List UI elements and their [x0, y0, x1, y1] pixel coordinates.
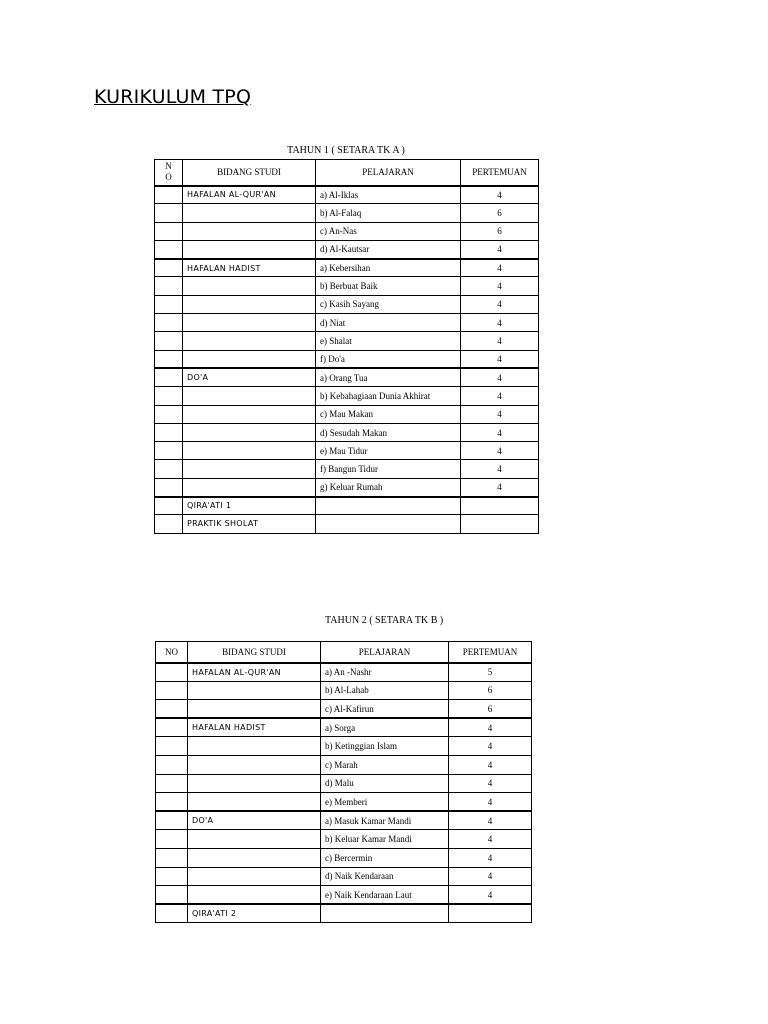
cell-pertemuan: [449, 904, 532, 923]
cell-pertemuan: 4: [449, 848, 532, 867]
cell-bidang-studi: [183, 222, 316, 240]
table-row: [155, 387, 539, 405]
cell-bidang-studi: QIRA'ATI 1: [183, 497, 316, 515]
table-row: [155, 460, 539, 478]
cell-bidang-studi: HAFALAN HADIST: [188, 718, 321, 737]
table-row: [155, 368, 539, 386]
cell-no: [156, 867, 188, 886]
cell-pelajaran: b) Al-Lahab: [321, 681, 449, 700]
year1-caption: TAHUN 1 ( SETARA TK A ): [287, 145, 405, 156]
cell-pertemuan: 4: [449, 755, 532, 774]
cell-pelajaran: e) Mau Tidur: [316, 442, 461, 460]
cell-bidang-studi: PRAKTIK SHOLAT: [183, 515, 316, 533]
cell-pelajaran: c) Kasih Sayang: [316, 295, 461, 313]
cell-pelajaran: [316, 515, 461, 533]
cell-bidang-studi: [183, 332, 316, 350]
cell-no: [156, 700, 188, 719]
cell-bidang-studi: QIRA'ATI 2: [188, 904, 321, 923]
cell-no: [155, 405, 183, 423]
cell-bidang-studi: DO'A: [183, 368, 316, 386]
table-row: [156, 700, 532, 719]
cell-bidang-studi: [188, 700, 321, 719]
cell-pelajaran: a) Orang Tua: [316, 368, 461, 386]
cell-no: [156, 830, 188, 849]
table-row: [155, 332, 539, 350]
cell-pertemuan: 4: [461, 259, 539, 277]
cell-bidang-studi: [183, 478, 316, 496]
cell-pelajaran: c) An-Nas: [316, 222, 461, 240]
column-header-pelajaran: PELAJARAN: [316, 160, 461, 186]
cell-pertemuan: [461, 515, 539, 533]
cell-pelajaran: b) Berbuat Baik: [316, 277, 461, 295]
table-row: [156, 681, 532, 700]
cell-no: [155, 332, 183, 350]
cell-bidang-studi: HAFALAN HADIST: [183, 259, 316, 277]
cell-no: [156, 793, 188, 812]
cell-bidang-studi: DO'A: [188, 811, 321, 830]
cell-bidang-studi: [183, 405, 316, 423]
cell-pertemuan: 6: [449, 700, 532, 719]
cell-pelajaran: d) Naik Kendaraan: [321, 867, 449, 886]
cell-pertemuan: 4: [461, 460, 539, 478]
cell-pertemuan: 4: [449, 886, 532, 905]
cell-no: [156, 886, 188, 905]
cell-pertemuan: 4: [461, 387, 539, 405]
table-row: [156, 718, 532, 737]
table-row: [155, 259, 539, 277]
column-header-bidang-studi: BIDANG STUDI: [183, 160, 316, 186]
cell-pertemuan: 4: [461, 186, 539, 204]
cell-pertemuan: 6: [461, 204, 539, 222]
cell-no: [156, 681, 188, 700]
cell-bidang-studi: [183, 314, 316, 332]
cell-no: [155, 497, 183, 515]
cell-no: [156, 737, 188, 756]
cell-no: [155, 314, 183, 332]
cell-no: [155, 478, 183, 496]
column-header-pertemuan: PERTEMUAN: [449, 642, 532, 663]
cell-pelajaran: b) Al-Falaq: [316, 204, 461, 222]
cell-pertemuan: 4: [461, 368, 539, 386]
column-header-pertemuan: PERTEMUAN: [461, 160, 539, 186]
table-row: [155, 515, 539, 533]
column-header-pelajaran: PELAJARAN: [321, 642, 449, 663]
table-row: [156, 737, 532, 756]
table-row: [155, 497, 539, 515]
cell-pelajaran: g) Keluar Rumah: [316, 478, 461, 496]
cell-bidang-studi: [188, 681, 321, 700]
cell-no: [156, 848, 188, 867]
cell-bidang-studi: [188, 848, 321, 867]
cell-pertemuan: 4: [461, 295, 539, 313]
table-header-row: [156, 642, 532, 663]
cell-bidang-studi: [188, 737, 321, 756]
cell-no: [156, 718, 188, 737]
table-row: [156, 904, 532, 923]
cell-no: [156, 811, 188, 830]
cell-pelajaran: a) Masuk Kamar Mandi: [321, 811, 449, 830]
cell-pelajaran: a) Al-Iklas: [316, 186, 461, 204]
cell-no: [155, 277, 183, 295]
cell-bidang-studi: [183, 240, 316, 258]
cell-pelajaran: c) Al-Kafirun: [321, 700, 449, 719]
cell-pelajaran: e) Shalat: [316, 332, 461, 350]
cell-pelajaran: d) Al-Kautsar: [316, 240, 461, 258]
cell-no: [155, 515, 183, 533]
cell-bidang-studi: [183, 277, 316, 295]
cell-pertemuan: 4: [461, 350, 539, 368]
cell-pelajaran: c) Bercermin: [321, 848, 449, 867]
cell-no: [156, 904, 188, 923]
table-header-row: [155, 160, 539, 186]
table-row: [156, 867, 532, 886]
table-row: [155, 314, 539, 332]
table-row: [156, 848, 532, 867]
table-row: [155, 350, 539, 368]
cell-bidang-studi: [183, 387, 316, 405]
column-header-no: N O: [155, 160, 183, 186]
cell-no: [156, 774, 188, 793]
cell-no: [155, 222, 183, 240]
cell-pertemuan: 6: [461, 222, 539, 240]
cell-no: [155, 240, 183, 258]
table-row: [156, 830, 532, 849]
cell-bidang-studi: [183, 295, 316, 313]
table-row: [155, 222, 539, 240]
cell-bidang-studi: [183, 423, 316, 441]
cell-no: [155, 442, 183, 460]
cell-pelajaran: b) Keluar Kamar Mandi: [321, 830, 449, 849]
cell-bidang-studi: [188, 793, 321, 812]
table-row: [156, 755, 532, 774]
table-row: [155, 240, 539, 258]
cell-pelajaran: [316, 497, 461, 515]
table-row: [156, 663, 532, 682]
cell-pelajaran: b) Kebahagiaan Dunia Akhirat: [316, 387, 461, 405]
column-header-bidang-studi: BIDANG STUDI: [188, 642, 321, 663]
cell-bidang-studi: [188, 755, 321, 774]
cell-pelajaran: [321, 904, 449, 923]
cell-pertemuan: 6: [449, 681, 532, 700]
cell-bidang-studi: HAFALAN AL-QUR'AN: [183, 186, 316, 204]
cell-bidang-studi: [188, 830, 321, 849]
cell-bidang-studi: [183, 350, 316, 368]
table-row: [155, 423, 539, 441]
cell-no: [155, 204, 183, 222]
cell-pertemuan: 5: [449, 663, 532, 682]
cell-pelajaran: d) Malu: [321, 774, 449, 793]
table-row: [156, 811, 532, 830]
table-row: [155, 204, 539, 222]
cell-no: [155, 460, 183, 478]
cell-no: [155, 368, 183, 386]
cell-pelajaran: d) Sesudah Makan: [316, 423, 461, 441]
cell-pelajaran: b) Ketinggian Islam: [321, 737, 449, 756]
cell-no: [155, 186, 183, 204]
cell-no: [155, 350, 183, 368]
cell-no: [156, 755, 188, 774]
cell-pelajaran: a) Sorga: [321, 718, 449, 737]
cell-no: [155, 423, 183, 441]
table-row: [156, 774, 532, 793]
cell-pertemuan: 4: [449, 774, 532, 793]
year2-caption: TAHUN 2 ( SETARA TK B ): [325, 615, 444, 626]
cell-pelajaran: a) An -Nashr: [321, 663, 449, 682]
cell-no: [155, 295, 183, 313]
cell-pertemuan: 4: [449, 718, 532, 737]
table-row: [155, 442, 539, 460]
cell-bidang-studi: [188, 867, 321, 886]
cell-pertemuan: 4: [449, 830, 532, 849]
cell-pelajaran: f) Do'a: [316, 350, 461, 368]
cell-no: [156, 663, 188, 682]
cell-pertemuan: 4: [461, 240, 539, 258]
cell-pelajaran: e) Naik Kendaraan Laut: [321, 886, 449, 905]
cell-bidang-studi: [183, 460, 316, 478]
cell-bidang-studi: [188, 886, 321, 905]
table-row: [156, 793, 532, 812]
table-row: [155, 277, 539, 295]
cell-pelajaran: f) Bangun Tidur: [316, 460, 461, 478]
cell-pertemuan: 4: [461, 442, 539, 460]
cell-no: [155, 387, 183, 405]
cell-pelajaran: e) Memberi: [321, 793, 449, 812]
cell-pertemuan: 4: [461, 423, 539, 441]
cell-pertemuan: 4: [461, 405, 539, 423]
cell-bidang-studi: [183, 442, 316, 460]
cell-pertemuan: 4: [449, 811, 532, 830]
table-row: [155, 478, 539, 496]
cell-pertemuan: [461, 497, 539, 515]
page-title: KURIKULUM TPQ: [94, 86, 252, 108]
cell-pertemuan: 4: [461, 478, 539, 496]
cell-pelajaran: a) Kebersihan: [316, 259, 461, 277]
cell-pertemuan: 4: [461, 314, 539, 332]
cell-pertemuan: 4: [449, 737, 532, 756]
cell-pelajaran: c) Marah: [321, 755, 449, 774]
cell-pertemuan: 4: [461, 332, 539, 350]
cell-pertemuan: 4: [449, 793, 532, 812]
table-row: [155, 295, 539, 313]
cell-no: [155, 259, 183, 277]
table-row: [155, 405, 539, 423]
cell-pertemuan: 4: [461, 277, 539, 295]
year1-curriculum-table: [154, 159, 539, 534]
cell-pelajaran: c) Mau Makan: [316, 405, 461, 423]
cell-bidang-studi: [183, 204, 316, 222]
year2-curriculum-table: [155, 641, 532, 923]
cell-pelajaran: d) Niat: [316, 314, 461, 332]
table-row: [155, 186, 539, 204]
cell-pertemuan: 4: [449, 867, 532, 886]
table-row: [156, 886, 532, 905]
column-header-no: NO: [156, 642, 188, 663]
cell-bidang-studi: [188, 774, 321, 793]
cell-bidang-studi: HAFALAN AL-QUR'AN: [188, 663, 321, 682]
